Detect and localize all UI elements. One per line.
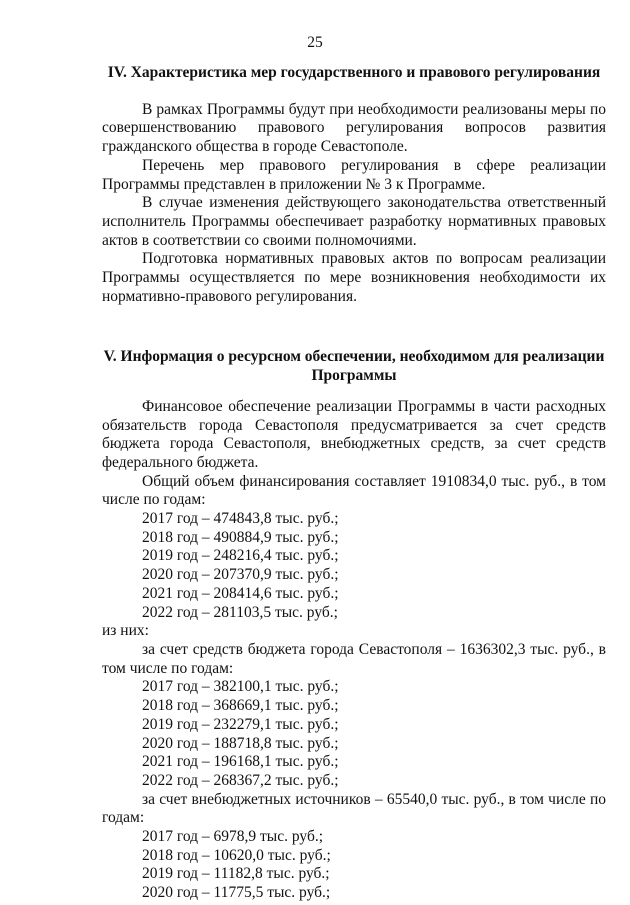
year-line: 2022 год – 268367,2 тыс. руб.;	[142, 771, 339, 789]
page-number: 25	[307, 34, 323, 51]
year-line: 2017 год – 474843,8 тыс. руб.;	[142, 510, 339, 528]
page-content	[102, 64, 606, 903]
year-line: 2018 год – 368669,1 тыс. руб.;	[142, 697, 339, 715]
section-4-paragraph: Подготовка нормативных правовых актов по вопросам реализации Программы осуществляется по мере возникновения необходимости их нормативно-правового регулирования.	[102, 250, 606, 305]
of-them-label: из них:	[102, 622, 149, 640]
year-line: 2017 год – 6978,9 тыс. руб.;	[142, 828, 324, 846]
section-4-heading: IV. Характеристика мер государственного и правового регулирования	[107, 64, 601, 81]
section-5-heading: V. Информация о ресурсном обеспечении, необходимом для реализации Программы	[103, 348, 605, 385]
year-line: 2021 год – 208414,6 тыс. руб.;	[142, 584, 339, 602]
year-line: 2019 год – 232279,1 тыс. руб.;	[142, 715, 339, 733]
year-line: 2020 год – 188718,8 тыс. руб.;	[142, 734, 339, 752]
section-5-intro: Финансовое обеспечение реализации Программы в части расходных обязательств города Севастополя предусматривается за счет средств бюджета города Севастополя, внебюджетных средств, за счет средств федерального бюджета.	[102, 397, 606, 471]
total-financing-text: Общий объем финансирования составляет 1910834,0 тыс. руб., в том числе по годам:	[102, 472, 606, 509]
year-line: 2017 год – 382100,1 тыс. руб.;	[142, 678, 339, 696]
year-line: 2019 год – 11182,8 тыс. руб.;	[142, 865, 330, 883]
section-4-paragraph: В случае изменения действующего законодательства ответственный исполнитель Программы обеспечивает разработку нормативных правовых актов в соответствии со своими полномочиями.	[102, 194, 606, 249]
section-spacer	[102, 306, 606, 348]
year-line: 2020 год – 11775,5 тыс. руб.;	[142, 884, 331, 902]
year-line: 2018 год – 10620,0 тыс. руб.;	[142, 846, 331, 864]
year-line: 2019 год – 248216,4 тыс. руб.;	[142, 547, 339, 565]
city-budget-text: за счет средств бюджета города Севастополя – 1636302,3 тыс. руб., в том числе по годам:	[102, 640, 606, 677]
section-4-paragraph: Перечень мер правового регулирования в сфере реализации Программы представлен в приложении № 3 к Программе.	[102, 156, 606, 193]
year-line: 2022 год – 281103,5 тыс. руб.;	[142, 603, 338, 621]
extra-budget-text: за счет внебюджетных источников – 65540,0 тыс. руб., в том числе по годам:	[102, 790, 606, 827]
year-line: 2018 год – 490884,9 тыс. руб.;	[142, 528, 339, 546]
year-line: 2020 год – 207370,9 тыс. руб.;	[142, 566, 339, 584]
section-4-paragraph: В рамках Программы будут при необходимости реализованы меры по совершенствованию правового регулирования вопросов развития гражданского общества в городе Севастополе.	[102, 100, 606, 156]
year-line: 2021 год – 196168,1 тыс. руб.;	[142, 753, 339, 771]
